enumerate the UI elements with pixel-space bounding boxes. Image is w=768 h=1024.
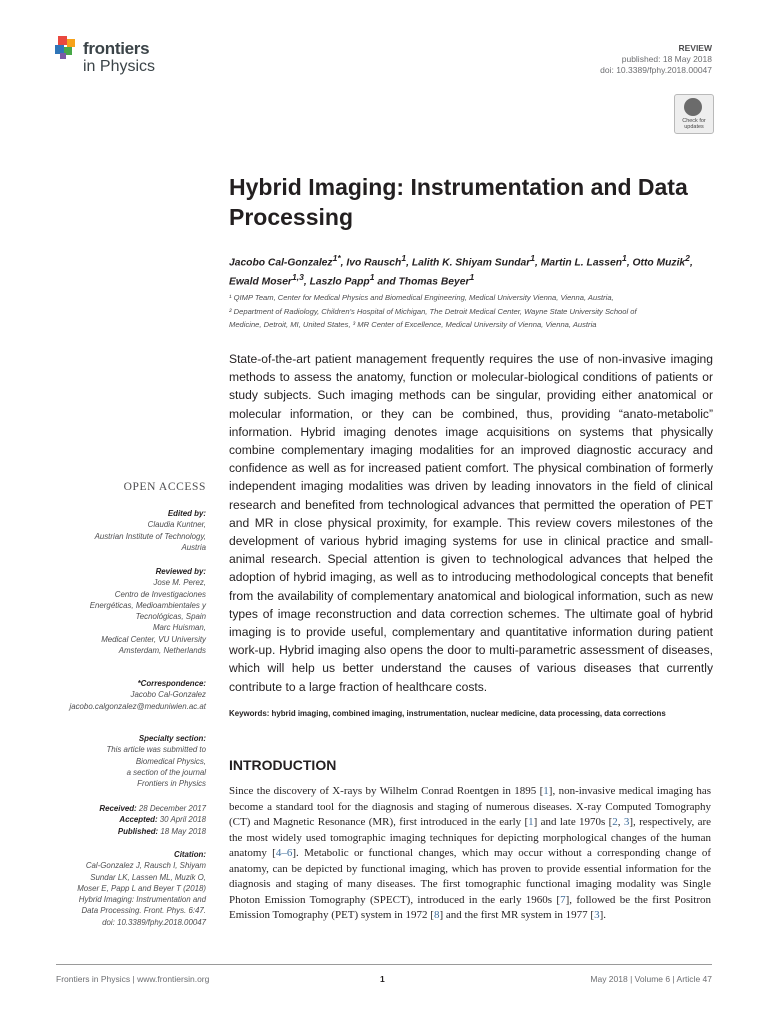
keywords: Keywords: hybrid imaging, combined imaging, instrumentation, nuclear medicine, data processing, data corrections	[229, 709, 666, 718]
specialty-line: a section of the journal	[126, 767, 206, 777]
intro-paragraph: Since the discovery of X-rays by Wilhelm Conrad Roentgen in 1895 [1], non-invasive medical imaging has become a standard tool for the diagnosis and staging of numerous diseases. X-ray Computed Tomography (CT) and Magnetic Resonance (MR), first introduced in the early [1] and late 1970s [2, 3], respectively, are the most widely used tomographic imaging techniques for depicting morphological changes of the human anatomy [4–6]. Metabolic or functional changes, which may occur without a corresponding change of anatomy, can be depicted by functional imaging, which has proven to provide essential information for the diagnosis and staging of many diseases. The first tomographic functional imaging modality was Single Photon Emission Tomography (SPECT), introduced in the early 1960s [7], followed be the first Positron Emission Tomography (PET) system in 1972 [8] and the first MR system in 1977 [3].	[229, 785, 712, 921]
footer-journal-link[interactable]: Frontiers in Physics | www.frontiersin.org	[56, 974, 210, 984]
specialty-line: Biomedical Physics,	[135, 756, 206, 766]
abstract: State-of-the-art patient management frequently requires the use of non-invasive imaging methods to assess the anatomy, function or molecular-biological conditions of patients or study subjects. Such imaging methods can be singular, providing either anatomical or molecular information, or they can be combined, thus, providing “anato-metabolic” information. Hybrid imaging denotes image acquisitions on systems that physically combine complementary imaging modalities for an improved diagnostic accuracy and confidence as well as for increased patient comfort. The physical combination of formerly independent imaging modalities was driven by leading innovators in the field of clinical research and benefited from technological advances that permitted the operation of PET and MR in close physical proximity, for example. This review covers milestones of the development of various hybrid imaging systems for use in clinical practice and small-animal research. Special attention is given to technological advances that helped the adoption of hybrid imaging, as well as to introducing methodological concepts that benefit from the availability of complementary anatomical and biological information, such as new types of image reconstruction and data correction schemes. The ultimate goal of hybrid imaging is to provide useful, complementary and quantitative information during patient work-up. Hybrid imaging also opens the door to multi-parametric assessment of diseases, which will help us better understand the causes of various diseases that currently contribute to a large fraction of healthcare costs.	[229, 352, 713, 694]
specialty-block	[36, 733, 206, 789]
published-date-side: Published: 18 May 2018	[117, 826, 206, 836]
edited-by-heading: Edited by:	[167, 509, 206, 518]
received-label: Received:	[99, 804, 137, 813]
citation-line: Data Processing. Front. Phys. 6:47.	[81, 906, 206, 916]
specialty-line: This article was submitted to	[106, 745, 206, 755]
editor-line: Austria	[181, 542, 206, 552]
reviewer-line: Centro de Investigaciones	[114, 589, 206, 599]
article-type: REVIEW	[678, 43, 712, 53]
correspondence-name: Jacobo Cal-Gonzalez	[130, 690, 206, 700]
citation-line: Moser E, Papp L and Beyer T (2018)	[77, 883, 206, 893]
published-date: published: 18 May 2018	[621, 54, 712, 64]
citation-line: Cal-Gonzalez J, Rausch I, Shiyam	[85, 861, 206, 871]
editor-line[interactable]: Claudia Kuntner,	[147, 520, 206, 530]
edited-by-block	[36, 508, 206, 553]
reviewed-by-heading: Reviewed by:	[155, 567, 206, 576]
citation-heading: Citation:	[174, 850, 206, 859]
reviewer-line: Amsterdam, Netherlands	[118, 646, 206, 656]
correspondence-email[interactable]: jacobo.calgonzalez@meduniwien.ac.at	[69, 701, 206, 711]
affiliation-line: ¹ QIMP Team, Center for Medical Physics and Biomedical Engineering, Medical University Vienna, Vienna, Austria,	[229, 293, 614, 302]
article-doi[interactable]: doi: 10.3389/fphy.2018.00047	[600, 65, 712, 75]
page-number: 1	[380, 974, 385, 984]
footer-issue-info: May 2018 | Volume 6 | Article 47	[590, 974, 712, 984]
article-title: Hybrid Imaging: Instrumentation and Data Processing	[229, 174, 688, 230]
reviewer-line: Medical Center, VU University	[101, 634, 206, 644]
specialty-line: Frontiers in Physics	[137, 779, 206, 789]
published-label: Published:	[117, 826, 159, 836]
citation-line[interactable]: doi: 10.3389/fphy.2018.00047	[102, 917, 206, 927]
affiliations	[229, 291, 719, 332]
reviewer-line[interactable]: Marc Huisman,	[152, 623, 206, 633]
frontiers-logo-icon	[55, 36, 79, 60]
open-access-label: OPEN ACCESS	[123, 481, 206, 493]
journal-logo[interactable]	[55, 34, 175, 82]
reviewer-line[interactable]: Jose M. Perez,	[153, 578, 206, 588]
check-for-updates-button[interactable]	[674, 94, 714, 134]
journal-brand: frontiers	[83, 39, 150, 58]
citation-line: Sundar LK, Lassen ML, Muzik O,	[90, 872, 206, 882]
affiliation-line: Medicine, Detroit, MI, United States, ³ MR Center of Excellence, Medical University of Vienna, Vienna, Austria	[229, 320, 597, 329]
citation-block	[36, 849, 206, 928]
section-heading: INTRODUCTION	[229, 757, 337, 773]
editor-line: Austrian Institute of Technology,	[94, 531, 206, 541]
citation-line: Hybrid Imaging: Instrumentation and	[78, 895, 206, 905]
check-updates-label: Check for updates	[682, 118, 706, 130]
footer-divider	[56, 964, 712, 965]
bookmark-icon	[684, 98, 702, 116]
received-date: Received: 28 December 2017	[99, 804, 206, 813]
accepted-label: Accepted:	[119, 815, 158, 825]
correspondence-heading: *Correspondence:	[137, 679, 206, 688]
accepted-date: Accepted: 30 April 2018	[119, 815, 206, 825]
authors: Jacobo Cal-Gonzalez$^{1*}$, Ivo Rausch$^1$, Lalith K. Shiyam Sundar$^1$, Martin L. Lassen$^1$, Otto Muzik$^2$, Ewald Moser$^{1,3}$, Laszlo Papp$^1$ and Thomas Beyer$^1$	[229, 253, 693, 288]
reviewed-by-block	[36, 566, 206, 656]
reviewer-line: Energéticas, Medioambientales y	[89, 600, 206, 610]
article-meta	[600, 43, 712, 76]
affiliation-line: ² Department of Radiology, Children's Hospital of Michigan, The Detroit Medical Center, Wayne State University School of	[229, 306, 637, 316]
dates-block	[36, 803, 206, 837]
reviewer-line: Tecnológicas, Spain	[135, 612, 206, 622]
journal-name: in Physics	[83, 58, 156, 75]
correspondence-block	[36, 678, 206, 712]
specialty-heading: Specialty section:	[138, 734, 206, 743]
